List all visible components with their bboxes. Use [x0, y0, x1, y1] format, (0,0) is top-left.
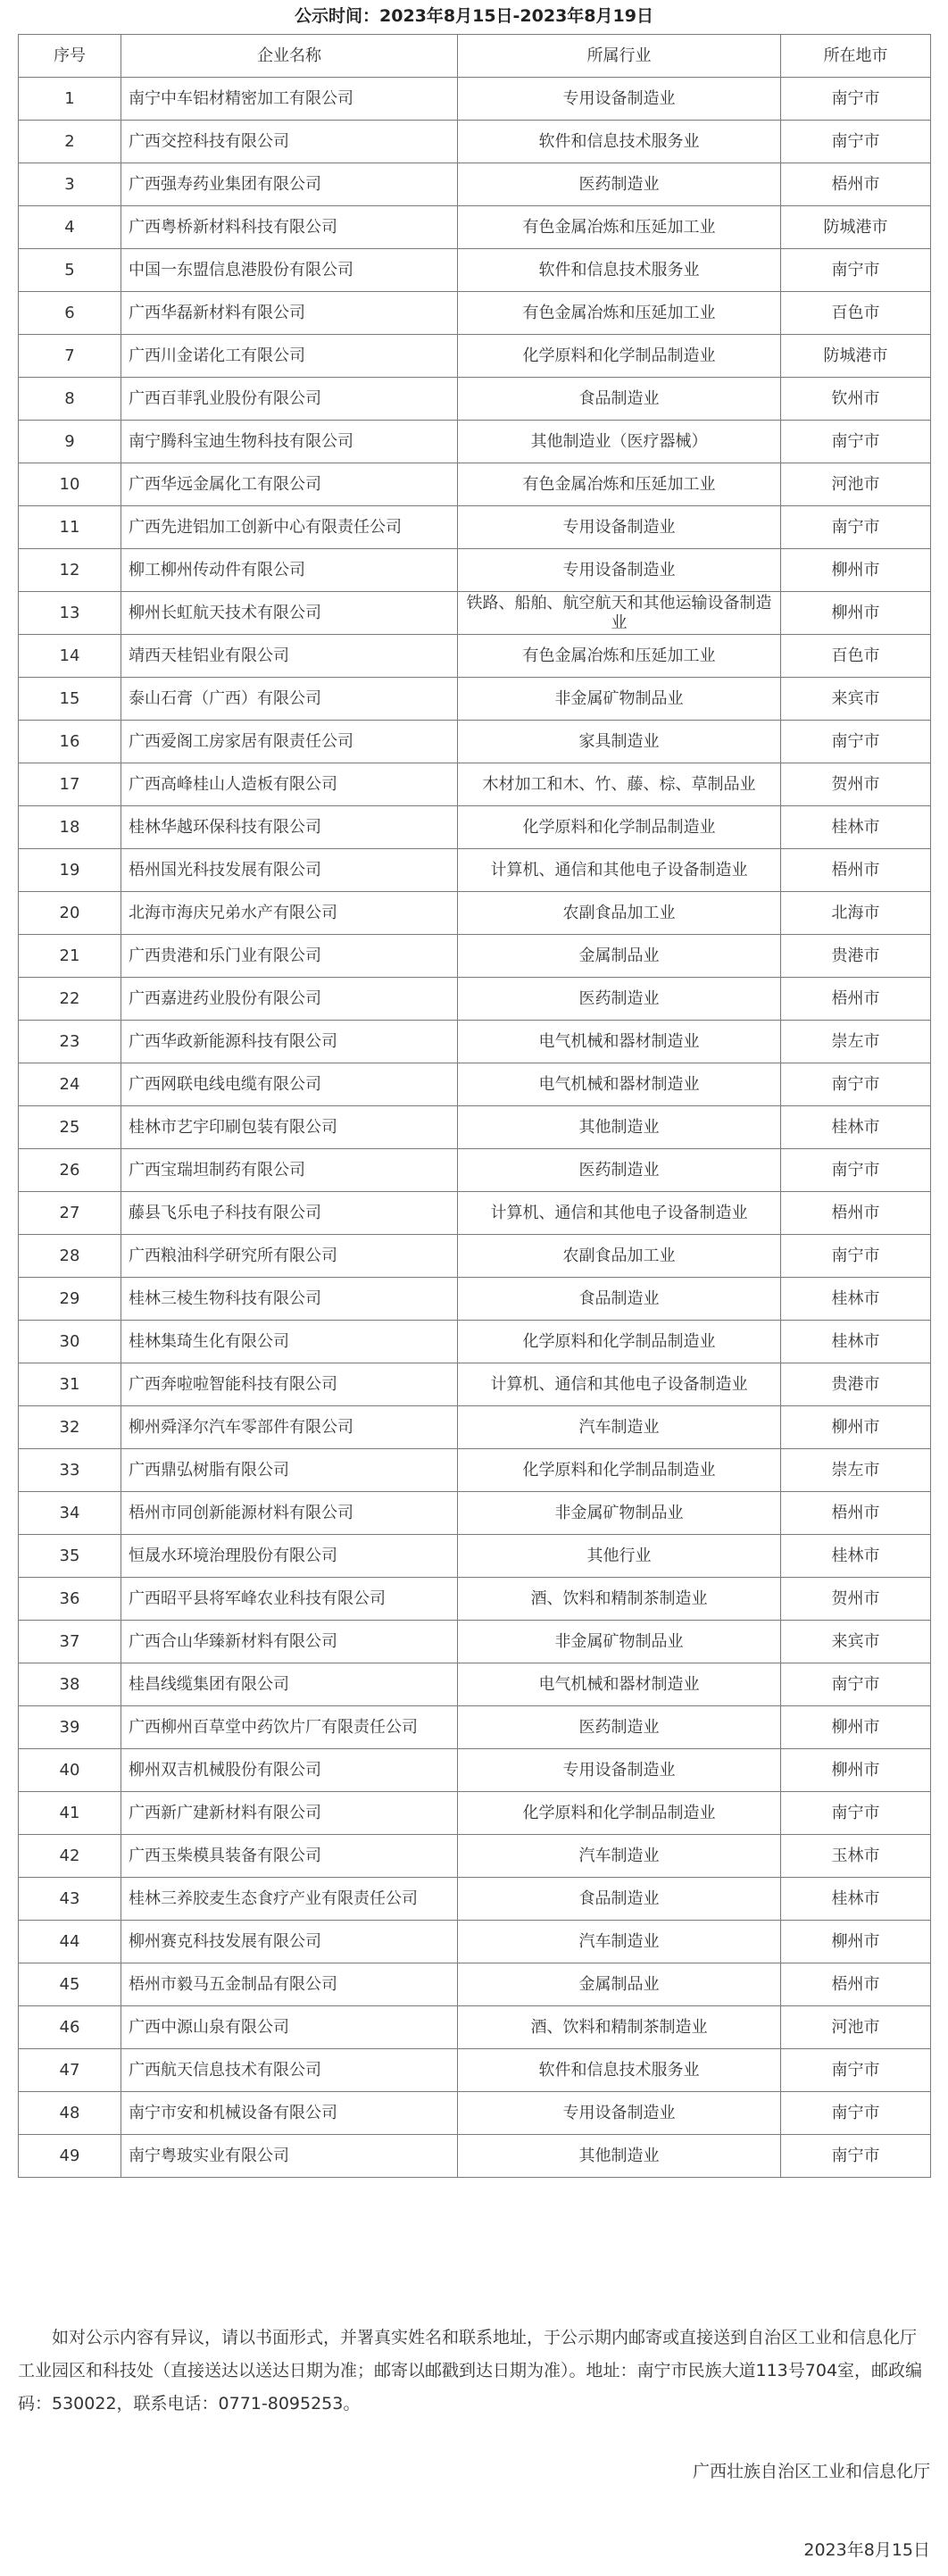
cell-industry: 食品制造业 — [458, 1278, 781, 1321]
cell-industry: 有色金属冶炼和压延加工业 — [458, 292, 781, 335]
table-row — [19, 2049, 931, 2092]
cell-no: 23 — [19, 1021, 121, 1063]
cell-company: 桂昌线缆集团有限公司 — [121, 1663, 458, 1706]
cell-industry: 汽车制造业 — [458, 1406, 781, 1449]
table-row — [19, 421, 931, 463]
table-row — [19, 635, 931, 678]
cell-no: 4 — [19, 206, 121, 249]
cell-industry: 医药制造业 — [458, 1706, 781, 1749]
cell-city: 梧州市 — [781, 849, 931, 892]
cell-city: 北海市 — [781, 892, 931, 935]
cell-industry: 电气机械和器材制造业 — [458, 1663, 781, 1706]
cell-city: 百色市 — [781, 292, 931, 335]
cell-industry: 医药制造业 — [458, 163, 781, 206]
cell-company: 广西百菲乳业股份有限公司 — [121, 378, 458, 421]
cell-no: 15 — [19, 678, 121, 721]
table-row — [19, 1535, 931, 1578]
cell-no: 12 — [19, 549, 121, 592]
cell-industry: 有色金属冶炼和压延加工业 — [458, 463, 781, 506]
cell-company: 柳州双吉机械股份有限公司 — [121, 1749, 458, 1792]
cell-city: 南宁市 — [781, 2092, 931, 2135]
cell-industry: 汽车制造业 — [458, 1921, 781, 1963]
cell-company: 广西合山华臻新材料有限公司 — [121, 1621, 458, 1663]
table-row — [19, 935, 931, 978]
cell-no: 3 — [19, 163, 121, 206]
cell-industry: 计算机、通信和其他电子设备制造业 — [458, 849, 781, 892]
table-row — [19, 1963, 931, 2006]
cell-no: 1 — [19, 78, 121, 121]
cell-industry: 计算机、通信和其他电子设备制造业 — [458, 1192, 781, 1235]
cell-company: 中国一东盟信息港股份有限公司 — [121, 249, 458, 292]
table-row — [19, 378, 931, 421]
cell-company: 广西川金诺化工有限公司 — [121, 335, 458, 378]
cell-company: 藤县飞乐电子科技有限公司 — [121, 1192, 458, 1235]
cell-industry: 有色金属冶炼和压延加工业 — [458, 206, 781, 249]
cell-no: 36 — [19, 1578, 121, 1621]
table-row — [19, 1578, 931, 1621]
cell-company: 广西宝瑞坦制药有限公司 — [121, 1149, 458, 1192]
table-row — [19, 506, 931, 549]
cell-company: 广西先进铝加工创新中心有限责任公司 — [121, 506, 458, 549]
cell-company: 梧州市毅马五金制品有限公司 — [121, 1963, 458, 2006]
cell-company: 广西网联电线电缆有限公司 — [121, 1063, 458, 1106]
cell-industry: 化学原料和化学制品制造业 — [458, 806, 781, 849]
cell-city: 贵港市 — [781, 935, 931, 978]
cell-city: 南宁市 — [781, 1063, 931, 1106]
objection-notice: 如对公示内容有异议，请以书面形式，并署真实姓名和联系地址，于公示期内邮寄或直接送到自治区工业和信息化厅工业园区和科技处（直接送达以送达日期为准；邮寄以邮戳到达日期为准）。地址：南宁市民族大道113号704室，邮政编码：530022，联系电话：0771-8095253。 — [18, 2328, 923, 2413]
table-row — [19, 1021, 931, 1063]
issuing-organization: 广西壮族自治区工业和信息化厅 — [692, 2462, 930, 2481]
table-row — [19, 1278, 931, 1321]
table-row — [19, 1792, 931, 1835]
table-row — [19, 763, 931, 806]
cell-industry: 非金属矿物制品业 — [458, 678, 781, 721]
cell-industry: 软件和信息技术服务业 — [458, 2049, 781, 2092]
cell-no: 18 — [19, 806, 121, 849]
cell-city: 桂林市 — [781, 1535, 931, 1578]
cell-no: 26 — [19, 1149, 121, 1192]
company-table — [18, 34, 931, 2178]
cell-city: 百色市 — [781, 635, 931, 678]
cell-city: 柳州市 — [781, 1706, 931, 1749]
cell-industry: 专用设备制造业 — [458, 2092, 781, 2135]
cell-no: 24 — [19, 1063, 121, 1106]
cell-company: 广西航天信息技术有限公司 — [121, 2049, 458, 2092]
table-row — [19, 335, 931, 378]
cell-no: 14 — [19, 635, 121, 678]
cell-company: 梧州市同创新能源材料有限公司 — [121, 1492, 458, 1535]
cell-industry: 电气机械和器材制造业 — [458, 1021, 781, 1063]
cell-no: 30 — [19, 1321, 121, 1363]
cell-industry: 铁路、船舶、航空航天和其他运输设备制造业 — [458, 592, 781, 635]
cell-company: 广西粤桥新材料科技有限公司 — [121, 206, 458, 249]
header-industry: 所属行业 — [458, 35, 781, 78]
cell-city: 桂林市 — [781, 1321, 931, 1363]
table-row — [19, 1449, 931, 1492]
page-title: 公示时间：2023年8月15日-2023年8月19日 — [295, 6, 653, 26]
cell-no: 46 — [19, 2006, 121, 2049]
cell-no: 37 — [19, 1621, 121, 1663]
cell-company: 柳州舜泽尔汽车零部件有限公司 — [121, 1406, 458, 1449]
cell-city: 梧州市 — [781, 163, 931, 206]
cell-city: 南宁市 — [781, 121, 931, 163]
cell-no: 13 — [19, 592, 121, 635]
cell-no: 5 — [19, 249, 121, 292]
table-row — [19, 592, 931, 635]
cell-industry: 食品制造业 — [458, 1878, 781, 1921]
table-row — [19, 2006, 931, 2049]
header-company: 企业名称 — [121, 35, 458, 78]
cell-industry: 专用设备制造业 — [458, 549, 781, 592]
cell-city: 桂林市 — [781, 806, 931, 849]
cell-no: 29 — [19, 1278, 121, 1321]
cell-industry: 计算机、通信和其他电子设备制造业 — [458, 1363, 781, 1406]
table-row — [19, 1492, 931, 1535]
cell-company: 桂林三棱生物科技有限公司 — [121, 1278, 458, 1321]
table-row — [19, 1835, 931, 1878]
cell-industry: 非金属矿物制品业 — [458, 1621, 781, 1663]
cell-city: 南宁市 — [781, 2049, 931, 2092]
cell-no: 48 — [19, 2092, 121, 2135]
cell-company: 广西高峰桂山人造板有限公司 — [121, 763, 458, 806]
cell-company: 桂林三养胶麦生态食疗产业有限责任公司 — [121, 1878, 458, 1921]
cell-city: 梧州市 — [781, 978, 931, 1021]
cell-company: 广西鼎弘树脂有限公司 — [121, 1449, 458, 1492]
cell-industry: 金属制品业 — [458, 935, 781, 978]
cell-company: 广西玉柴模具装备有限公司 — [121, 1835, 458, 1878]
cell-industry: 软件和信息技术服务业 — [458, 121, 781, 163]
cell-company: 广西柳州百草堂中药饮片厂有限责任公司 — [121, 1706, 458, 1749]
cell-city: 钦州市 — [781, 378, 931, 421]
cell-no: 47 — [19, 2049, 121, 2092]
cell-city: 梧州市 — [781, 1192, 931, 1235]
cell-city: 柳州市 — [781, 1921, 931, 1963]
cell-company: 广西奔啦啦智能科技有限公司 — [121, 1363, 458, 1406]
cell-industry: 非金属矿物制品业 — [458, 1492, 781, 1535]
cell-industry: 电气机械和器材制造业 — [458, 1063, 781, 1106]
table-row — [19, 1621, 931, 1663]
table-row — [19, 978, 931, 1021]
cell-no: 19 — [19, 849, 121, 892]
cell-no: 32 — [19, 1406, 121, 1449]
cell-city: 桂林市 — [781, 1106, 931, 1149]
cell-company: 桂林华越环保科技有限公司 — [121, 806, 458, 849]
cell-industry: 化学原料和化学制品制造业 — [458, 1792, 781, 1835]
cell-industry: 化学原料和化学制品制造业 — [458, 1321, 781, 1363]
cell-industry: 专用设备制造业 — [458, 506, 781, 549]
cell-no: 27 — [19, 1192, 121, 1235]
cell-no: 7 — [19, 335, 121, 378]
cell-no: 44 — [19, 1921, 121, 1963]
cell-no: 20 — [19, 892, 121, 935]
table-row — [19, 1321, 931, 1363]
cell-city: 崇左市 — [781, 1449, 931, 1492]
cell-company: 桂林集琦生化有限公司 — [121, 1321, 458, 1363]
cell-city: 南宁市 — [781, 2135, 931, 2178]
cell-city: 南宁市 — [781, 1235, 931, 1278]
cell-industry: 医药制造业 — [458, 1149, 781, 1192]
cell-city: 南宁市 — [781, 1663, 931, 1706]
cell-industry: 其他制造业 — [458, 1106, 781, 1149]
cell-city: 贵港市 — [781, 1363, 931, 1406]
cell-company: 靖西天桂铝业有限公司 — [121, 635, 458, 678]
cell-city: 河池市 — [781, 463, 931, 506]
cell-industry: 农副食品加工业 — [458, 892, 781, 935]
cell-company: 广西强寿药业集团有限公司 — [121, 163, 458, 206]
table-row — [19, 1406, 931, 1449]
cell-industry: 其他制造业 — [458, 2135, 781, 2178]
cell-industry: 专用设备制造业 — [458, 1749, 781, 1792]
table-row — [19, 721, 931, 763]
cell-company: 柳州长虹航天技术有限公司 — [121, 592, 458, 635]
cell-industry: 化学原料和化学制品制造业 — [458, 335, 781, 378]
table-row — [19, 1363, 931, 1406]
cell-city: 柳州市 — [781, 1749, 931, 1792]
cell-industry: 汽车制造业 — [458, 1835, 781, 1878]
cell-industry: 木材加工和木、竹、藤、棕、草制品业 — [458, 763, 781, 806]
cell-company: 恒晟水环境治理股份有限公司 — [121, 1535, 458, 1578]
cell-company: 广西新广建新材料有限公司 — [121, 1792, 458, 1835]
cell-city: 柳州市 — [781, 592, 931, 635]
cell-no: 25 — [19, 1106, 121, 1149]
cell-no: 31 — [19, 1363, 121, 1406]
table-row — [19, 121, 931, 163]
table-row — [19, 1235, 931, 1278]
cell-industry: 其他制造业（医疗器械） — [458, 421, 781, 463]
cell-no: 6 — [19, 292, 121, 335]
cell-industry: 金属制品业 — [458, 1963, 781, 2006]
cell-city: 柳州市 — [781, 1406, 931, 1449]
cell-company: 广西粮油科学研究所有限公司 — [121, 1235, 458, 1278]
cell-no: 33 — [19, 1449, 121, 1492]
cell-city: 防城港市 — [781, 206, 931, 249]
table-row — [19, 1706, 931, 1749]
cell-no: 41 — [19, 1792, 121, 1835]
cell-no: 49 — [19, 2135, 121, 2178]
cell-company: 广西华磊新材料有限公司 — [121, 292, 458, 335]
cell-company: 广西嘉进药业股份有限公司 — [121, 978, 458, 1021]
cell-company: 广西华政新能源科技有限公司 — [121, 1021, 458, 1063]
header-no: 序号 — [19, 35, 121, 78]
table-row — [19, 1149, 931, 1192]
cell-city: 玉林市 — [781, 1835, 931, 1878]
table-row — [19, 1192, 931, 1235]
cell-company: 广西昭平县将军峰农业科技有限公司 — [121, 1578, 458, 1621]
cell-no: 21 — [19, 935, 121, 978]
cell-industry: 酒、饮料和精制茶制造业 — [458, 2006, 781, 2049]
cell-city: 崇左市 — [781, 1021, 931, 1063]
cell-city: 贺州市 — [781, 763, 931, 806]
cell-no: 35 — [19, 1535, 121, 1578]
cell-company: 柳工柳州传动件有限公司 — [121, 549, 458, 592]
cell-industry: 食品制造业 — [458, 378, 781, 421]
cell-company: 桂林市艺宇印刷包装有限公司 — [121, 1106, 458, 1149]
cell-no: 22 — [19, 978, 121, 1021]
cell-no: 16 — [19, 721, 121, 763]
table-body — [19, 78, 931, 2178]
table-row — [19, 849, 931, 892]
cell-company: 泰山石膏（广西）有限公司 — [121, 678, 458, 721]
cell-no: 28 — [19, 1235, 121, 1278]
table-row — [19, 1749, 931, 1792]
cell-industry: 医药制造业 — [458, 978, 781, 1021]
cell-city: 防城港市 — [781, 335, 931, 378]
cell-city: 贺州市 — [781, 1578, 931, 1621]
issue-date: 2023年8月15日 — [803, 2540, 930, 2560]
cell-city: 南宁市 — [781, 1149, 931, 1192]
table-row — [19, 1921, 931, 1963]
cell-company: 北海市海庆兄弟水产有限公司 — [121, 892, 458, 935]
table-row — [19, 292, 931, 335]
cell-city: 桂林市 — [781, 1878, 931, 1921]
cell-company: 南宁中车铝材精密加工有限公司 — [121, 78, 458, 121]
cell-no: 40 — [19, 1749, 121, 1792]
cell-no: 45 — [19, 1963, 121, 2006]
table-row — [19, 1106, 931, 1149]
cell-company: 广西交控科技有限公司 — [121, 121, 458, 163]
cell-city: 河池市 — [781, 2006, 931, 2049]
cell-city: 来宾市 — [781, 678, 931, 721]
cell-city: 南宁市 — [781, 249, 931, 292]
table-row — [19, 806, 931, 849]
table-row — [19, 206, 931, 249]
table-row — [19, 249, 931, 292]
cell-industry: 其他行业 — [458, 1535, 781, 1578]
cell-city: 梧州市 — [781, 1492, 931, 1535]
table-row — [19, 2135, 931, 2178]
cell-no: 38 — [19, 1663, 121, 1706]
cell-no: 2 — [19, 121, 121, 163]
cell-city: 南宁市 — [781, 421, 931, 463]
cell-city: 南宁市 — [781, 506, 931, 549]
cell-no: 8 — [19, 378, 121, 421]
cell-industry: 有色金属冶炼和压延加工业 — [458, 635, 781, 678]
table-row — [19, 2092, 931, 2135]
table-row — [19, 78, 931, 121]
cell-industry: 专用设备制造业 — [458, 78, 781, 121]
cell-industry: 农副食品加工业 — [458, 1235, 781, 1278]
cell-company: 南宁粤玻实业有限公司 — [121, 2135, 458, 2178]
cell-no: 42 — [19, 1835, 121, 1878]
cell-no: 17 — [19, 763, 121, 806]
table-header-row — [19, 35, 931, 78]
cell-city: 柳州市 — [781, 549, 931, 592]
cell-city: 来宾市 — [781, 1621, 931, 1663]
cell-city: 南宁市 — [781, 1792, 931, 1835]
cell-city: 桂林市 — [781, 1278, 931, 1321]
cell-industry: 家具制造业 — [458, 721, 781, 763]
cell-city: 南宁市 — [781, 721, 931, 763]
table-row — [19, 163, 931, 206]
table-row — [19, 892, 931, 935]
cell-company: 广西贵港和乐门业有限公司 — [121, 935, 458, 978]
table-row — [19, 549, 931, 592]
cell-company: 梧州国光科技发展有限公司 — [121, 849, 458, 892]
cell-no: 9 — [19, 421, 121, 463]
cell-company: 南宁腾科宝迪生物科技有限公司 — [121, 421, 458, 463]
cell-industry: 化学原料和化学制品制造业 — [458, 1449, 781, 1492]
cell-company: 广西华远金属化工有限公司 — [121, 463, 458, 506]
cell-company: 柳州赛克科技发展有限公司 — [121, 1921, 458, 1963]
table-row — [19, 463, 931, 506]
cell-no: 34 — [19, 1492, 121, 1535]
cell-company: 广西中源山泉有限公司 — [121, 2006, 458, 2049]
cell-company: 南宁市安和机械设备有限公司 — [121, 2092, 458, 2135]
table-row — [19, 1878, 931, 1921]
cell-city: 梧州市 — [781, 1963, 931, 2006]
cell-company: 广西爱阁工房家居有限责任公司 — [121, 721, 458, 763]
cell-city: 南宁市 — [781, 78, 931, 121]
table-row — [19, 1663, 931, 1706]
cell-no: 39 — [19, 1706, 121, 1749]
table-row — [19, 678, 931, 721]
cell-industry: 软件和信息技术服务业 — [458, 249, 781, 292]
cell-no: 11 — [19, 506, 121, 549]
cell-no: 10 — [19, 463, 121, 506]
table-row — [19, 1063, 931, 1106]
cell-no: 43 — [19, 1878, 121, 1921]
cell-industry: 酒、饮料和精制茶制造业 — [458, 1578, 781, 1621]
header-city: 所在地市 — [781, 35, 931, 78]
